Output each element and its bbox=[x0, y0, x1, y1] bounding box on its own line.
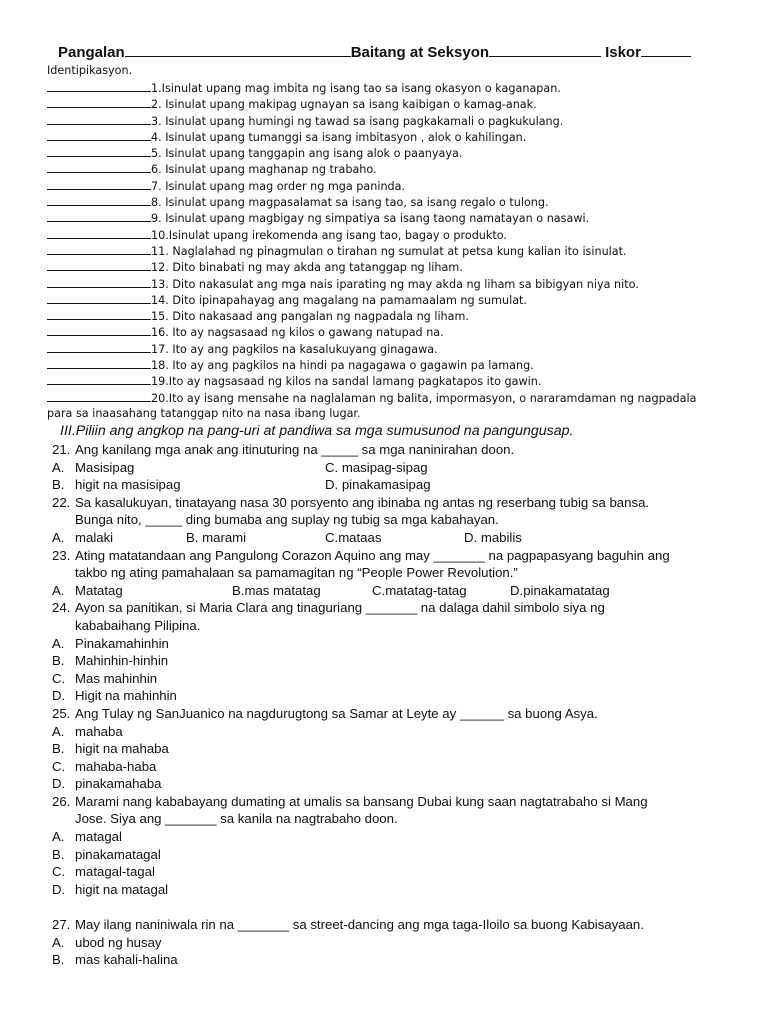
grade-section-blank bbox=[489, 43, 601, 57]
score-label: Iskor bbox=[605, 44, 641, 61]
answer-blank bbox=[47, 161, 151, 173]
identification-list bbox=[47, 80, 747, 422]
answer-blank bbox=[47, 276, 151, 288]
list-item: 11. Naglalahad ng pinagmulan o tirahan ng sumulat at petsa kung kalian ito isinulat. bbox=[47, 243, 747, 259]
list-item: 12. Dito binabati ng may akda ang tatanggap ng liham. bbox=[47, 259, 747, 275]
answer-blank bbox=[47, 194, 151, 206]
multiple-choice-section bbox=[52, 441, 752, 969]
answer-blank bbox=[47, 178, 151, 190]
spacer bbox=[52, 898, 752, 916]
answer-blank bbox=[47, 324, 151, 336]
question-24-cont: kababaihang Pilipina. bbox=[75, 617, 201, 633]
question-22-options: A. malaki B. marami C.mataas D. mabilis bbox=[52, 529, 522, 545]
answer-blank bbox=[47, 373, 151, 385]
header-line bbox=[58, 43, 748, 61]
question-27-option-b: B. mas kahali-halina bbox=[52, 952, 178, 968]
question-21-options-bd: B. higit na masisipag D. pinakamasipag bbox=[52, 477, 431, 493]
grade-section-label: Baitang at Seksyon bbox=[350, 44, 490, 61]
question-25-option-b: B. higit na mahaba bbox=[52, 741, 169, 757]
answer-blank bbox=[47, 96, 151, 108]
score-blank bbox=[641, 43, 691, 57]
question-24-option-d: D. Higit na mahinhin bbox=[52, 688, 177, 704]
question-25-option-a: A. mahaba bbox=[52, 723, 123, 739]
answer-blank bbox=[47, 145, 151, 157]
answer-blank bbox=[47, 129, 151, 141]
list-item: 20.Ito ay isang mensahe na naglalaman ng balita, impormasyon, o nararamdaman ng nagpadala bbox=[47, 390, 747, 406]
question-23: 23. Ating matatandaan ang Pangulong Corazon Aquino ang may _______ na pagpapasyang baguhin ang bbox=[52, 547, 670, 563]
answer-blank bbox=[47, 292, 151, 304]
answer-blank bbox=[47, 227, 151, 239]
list-item: 3. Isinulat upang humingi ng tawad sa isang pagkakamali o pagkukulang. bbox=[47, 113, 747, 129]
question-26-option-a: A. matagal bbox=[52, 829, 122, 845]
list-item: 19.Ito ay nagsasaad ng kilos na sandal lamang pagkatapos ito gawin. bbox=[47, 373, 747, 389]
answer-blank bbox=[47, 308, 151, 320]
list-item: 6. Isinulat upang maghanap ng trabaho. bbox=[47, 161, 747, 177]
list-item: 1.Isinulat upang mag imbita ng isang tao sa isang okasyon o kaganapan. bbox=[47, 80, 747, 96]
question-21-options-ac: A. Masisipag C. masipag-sipag bbox=[52, 459, 428, 475]
question-24-option-a: A. Pinakamahinhin bbox=[52, 635, 169, 651]
answer-blank bbox=[47, 341, 151, 353]
question-24-option-c: C. Mas mahinhin bbox=[52, 670, 158, 686]
answer-blank bbox=[47, 357, 151, 369]
identification-heading: Identipikasyon. bbox=[47, 64, 133, 77]
question-25: 25. Ang Tulay ng SanJuanico na nagdurugtong sa Samar at Leyte ay ______ sa buong Asya. bbox=[52, 705, 598, 721]
question-24-option-b: B. Mahinhin-hinhin bbox=[52, 653, 169, 669]
list-item: 14. Dito ipinapahayag ang magalang na pamamaalam ng sumulat. bbox=[47, 292, 747, 308]
question-23-options: A. Matatag B.mas matatag C.matatag-tatag D.pinakamatatag bbox=[52, 582, 610, 598]
question-26-option-b: B. pinakamatagal bbox=[52, 846, 161, 862]
list-item: 4. Isinulat upang tumanggi sa isang imbitasyon , alok o kahilingan. bbox=[47, 129, 747, 145]
answer-blank bbox=[47, 80, 151, 92]
question-26-option-d: D. higit na matagal bbox=[52, 881, 169, 897]
question-25-option-c: C. mahaba-haba bbox=[52, 758, 157, 774]
section-3-title: III.Piliin ang angkop na pang-uri at pandiwa sa mga sumusunod na pangungusap. bbox=[60, 423, 574, 439]
list-item: 13. Dito nakasulat ang mga nais iparating ng may akda ng liham sa bibigyan niya nito. bbox=[47, 276, 747, 292]
name-label: Pangalan bbox=[58, 44, 125, 61]
list-item: 10.Isinulat upang irekomenda ang isang tao, bagay o produkto. bbox=[47, 227, 747, 243]
list-item: 8. Isinulat upang magpasalamat sa isang tao, sa isang regalo o tulong. bbox=[47, 194, 747, 210]
answer-blank bbox=[47, 243, 151, 255]
list-item: 17. Ito ay ang pagkilos na kasalukuyang ginagawa. bbox=[47, 341, 747, 357]
question-22: 22. Sa kasalukuyan, tinatayang nasa 30 porsyento ang ibinaba ng antas ng reserbang tubig sa bansa. bbox=[52, 494, 650, 510]
question-26-cont: Jose. Siya ang _______ sa kanila na nagtrabaho doon. bbox=[75, 811, 398, 827]
list-item: 7. Isinulat upang mag order ng mga paninda. bbox=[47, 178, 747, 194]
question-23-cont: takbo ng ating pamahalaan sa pamamagitan ng “People Power Revolution.” bbox=[75, 565, 518, 581]
list-item: 15. Dito nakasaad ang pangalan ng nagpadala ng liham. bbox=[47, 308, 747, 324]
list-item: 18. Ito ay ang pagkilos na hindi pa nagagawa o gagawin pa lamang. bbox=[47, 357, 747, 373]
answer-blank bbox=[47, 259, 151, 271]
list-item: 16. Ito ay nagsasaad ng kilos o gawang natupad na. bbox=[47, 324, 747, 340]
answer-blank bbox=[47, 113, 151, 125]
answer-blank bbox=[47, 390, 151, 402]
question-21: 21. Ang kanilang mga anak ang itinuturing na _____ sa mga naninirahan doon. bbox=[52, 442, 515, 457]
question-27-option-a: A. ubod ng husay bbox=[52, 934, 162, 950]
question-25-option-d: D. pinakamahaba bbox=[52, 776, 162, 792]
question-26: 26. Marami nang kababayang dumating at umalis sa bansang Dubai kung saan nagtatrabaho si Mang bbox=[52, 793, 648, 809]
question-27: 27. May ilang naniniwala rin na _______ sa street-dancing ang mga taga-Iloilo sa buong Kabisayaan. bbox=[52, 917, 644, 933]
question-26-option-c: C. matagal-tagal bbox=[52, 864, 155, 880]
list-item: 5. Isinulat upang tanggapin ang isang alok o paanyaya. bbox=[47, 145, 747, 161]
list-item: 9. Isinulat upang magbigay ng simpatiya sa isang taong namatayan o nasawi. bbox=[47, 210, 747, 226]
name-blank bbox=[125, 43, 351, 57]
item20-continuation: para sa inaasahang tatanggap nito na nasa ibang lugar. bbox=[47, 406, 361, 420]
answer-blank bbox=[47, 210, 151, 222]
question-22-cont: Bunga nito, _____ ding bumaba ang suplay ng tubig sa mga kabahayan. bbox=[75, 512, 499, 528]
list-item: 2. Isinulat upang makipag ugnayan sa isang kaibigan o kamag-anak. bbox=[47, 96, 747, 112]
question-24: 24. Ayon sa panitikan, si Maria Clara ang tinaguriang _______ na dalaga dahil simbolo siya ng bbox=[52, 600, 605, 616]
